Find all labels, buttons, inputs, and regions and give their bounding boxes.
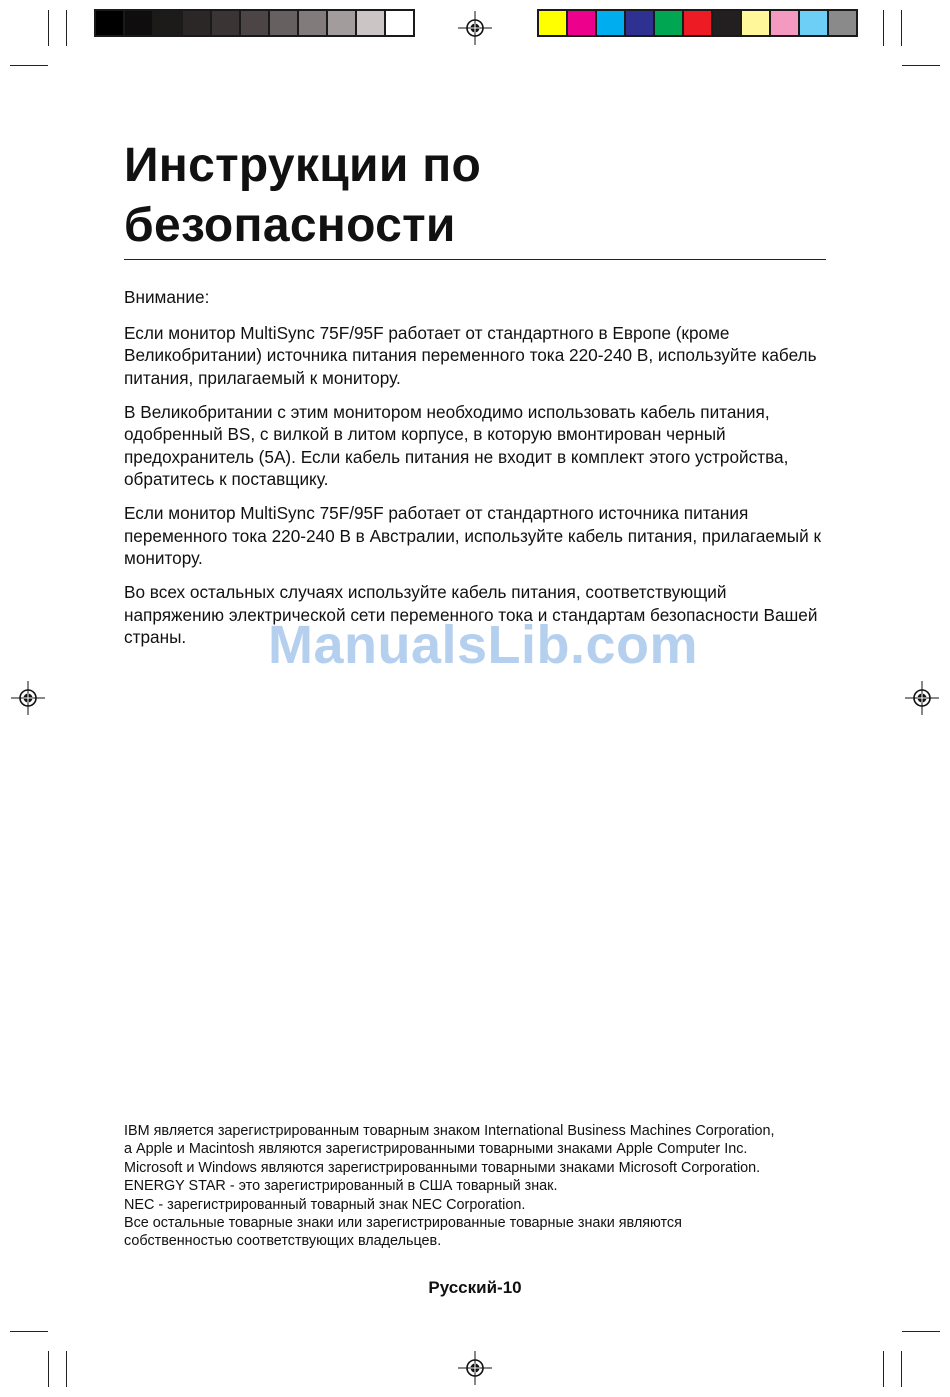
crop-mark — [902, 1331, 940, 1332]
gray-swatch — [183, 11, 210, 35]
color-swatch — [829, 11, 856, 35]
color-swatch — [568, 11, 595, 35]
crop-mark — [66, 10, 67, 46]
trademark-line: собственностью соответствующих владельцев. — [124, 1233, 442, 1250]
gray-swatch — [241, 11, 268, 35]
crop-mark — [10, 1331, 48, 1332]
color-swatch — [597, 11, 624, 35]
color-swatch — [684, 11, 711, 35]
title-divider — [124, 259, 826, 260]
paragraph-uk: В Великобритании с этим монитором необходимо использовать кабель питания, одобренный BS, с вилкой в литом корпусе, в которую вмонтирован черный предохранитель (5A). Если кабель питания не входит в комплект этого устройства, обратитесь к поставщику. — [124, 401, 789, 489]
page-number: Русский-10 — [428, 1278, 522, 1297]
crop-mark — [66, 1351, 67, 1387]
page-title — [124, 136, 826, 256]
crop-mark — [901, 10, 902, 46]
gray-swatch — [328, 11, 355, 35]
color-swatch — [771, 11, 798, 35]
trademark-line: IBM является зарегистрированным товарным знаком International Business Machines Corporation, — [124, 1123, 775, 1139]
crop-mark — [48, 1351, 49, 1387]
crop-mark — [902, 65, 940, 66]
paragraph-other-countries: Во всех остальных случаях используйте кабель питания, соответствующий напряжению электрической сети переменного тока и стандартам безопасности Вашей страны. — [124, 582, 818, 647]
paragraph-australia: Если монитор MultiSync 75F/95F работает от стандартного источника питания переменного тока 220-240 В в Австралии, используйте кабель питания, прилагаемый к монитору. — [124, 503, 821, 568]
trademark-line: Все остальные товарные знаки или зарегистрированные товарные знаки являются — [124, 1215, 682, 1232]
watermark: ManualsLib.com — [268, 615, 699, 675]
trademark-line: NEC - зарегистрированный товарный знак NEC Corporation. — [124, 1196, 526, 1213]
gray-swatch — [386, 11, 413, 35]
crop-mark — [10, 65, 48, 66]
color-print-bar — [537, 9, 858, 37]
trademark-line: Microsoft и Windows являются зарегистрированными товарными знаками Microsoft Corporation. — [124, 1159, 761, 1176]
registration-mark-icon — [11, 681, 45, 715]
color-swatch — [800, 11, 827, 35]
grayscale-print-bar — [94, 9, 415, 37]
gray-swatch — [96, 11, 123, 35]
gray-swatch — [357, 11, 384, 35]
crop-mark — [48, 10, 49, 46]
trademark-notice — [124, 1122, 826, 1251]
page-title-line-2: безопасности — [124, 199, 456, 252]
gray-swatch — [125, 11, 152, 35]
gray-swatch — [299, 11, 326, 35]
gray-swatch — [212, 11, 239, 35]
gray-swatch — [270, 11, 297, 35]
trademark-line: а Apple и Macintosh являются зарегистрированными товарными знаками Apple Computer Inc. — [124, 1141, 748, 1158]
registration-mark-icon — [458, 11, 492, 45]
color-swatch — [742, 11, 769, 35]
paragraph-europe: Если монитор MultiSync 75F/95F работает от стандартного в Европе (кроме Великобритании) источника питания переменного тока 220-240 В, используйте кабель питания, прилагаемый к монитору. — [124, 322, 817, 388]
registration-mark-icon — [458, 1351, 492, 1385]
gray-swatch — [154, 11, 181, 35]
registration-mark-icon — [905, 681, 939, 715]
color-swatch — [539, 11, 566, 35]
warning-label: Внимание: — [124, 287, 210, 307]
trademark-line: ENERGY STAR - это зарегистрированный в США товарный знак. — [124, 1178, 558, 1195]
crop-mark — [901, 1351, 902, 1387]
color-swatch — [713, 11, 740, 35]
crop-mark — [883, 1351, 884, 1387]
crop-mark — [883, 10, 884, 46]
color-swatch — [655, 11, 682, 35]
page-title-line-1: Инструкции по — [124, 139, 482, 192]
safety-instructions-body — [124, 286, 826, 660]
color-swatch — [626, 11, 653, 35]
